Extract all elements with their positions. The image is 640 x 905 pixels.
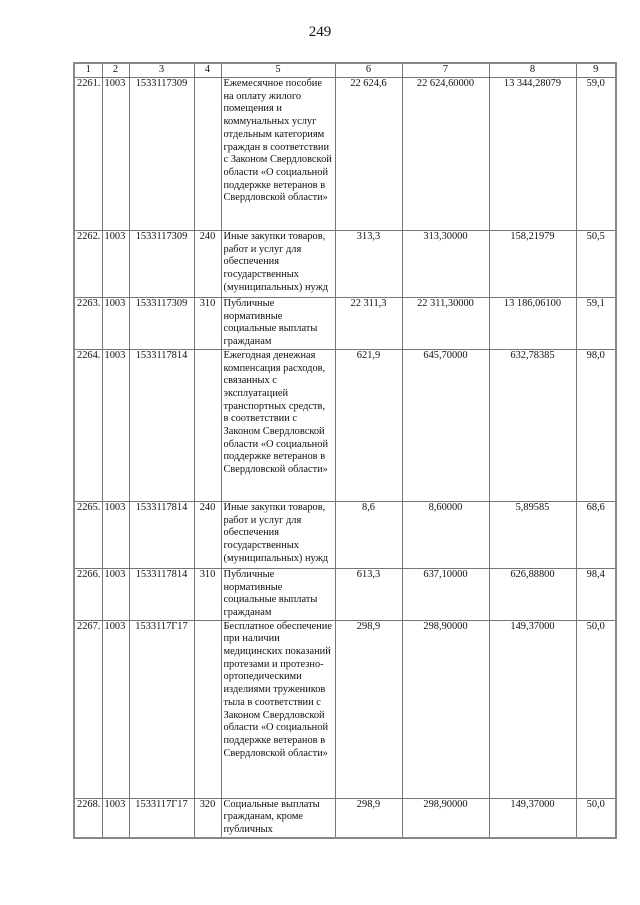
col-8-value: 13 186,06100 [489,298,576,350]
header-col-8: 8 [489,63,576,78]
col-9-percent: 50,0 [576,620,616,798]
col-6-value: 298,9 [335,798,402,838]
table-row [74,78,616,231]
item-name: Социальные выплаты гражданам, кроме публичных [221,798,335,838]
table-row [74,501,616,568]
row-number: 2266. [74,568,102,620]
col-7-value: 298,90000 [402,798,489,838]
col-8-value: 158,21979 [489,231,576,298]
col-9-percent: 98,0 [576,349,616,501]
row-number: 2261. [74,78,102,231]
header-col-6: 6 [335,63,402,78]
item-name: Публичные нормативные социальные выплаты гражданам [221,298,335,350]
col-9-percent: 59,0 [576,78,616,231]
col-8-value: 632,78385 [489,349,576,501]
target-code: 1533117Г17 [129,620,194,798]
col-6-value: 613,3 [335,568,402,620]
expense-type: 240 [194,501,221,568]
row-number: 2268. [74,798,102,838]
target-code: 1533117814 [129,568,194,620]
col-6-value: 8,6 [335,501,402,568]
col-7-value: 22 311,30000 [402,298,489,350]
row-number: 2265. [74,501,102,568]
col-7-value: 637,10000 [402,568,489,620]
budget-table [73,62,617,839]
header-row [74,63,616,78]
col-6-value: 313,3 [335,231,402,298]
col-7-value: 645,70000 [402,349,489,501]
header-col-3: 3 [129,63,194,78]
section-code: 1003 [102,568,129,620]
table-row [74,298,616,350]
row-number: 2267. [74,620,102,798]
expense-type [194,78,221,231]
expense-type: 310 [194,298,221,350]
expense-type: 310 [194,568,221,620]
expense-type [194,349,221,501]
col-6-value: 298,9 [335,620,402,798]
header-col-9: 9 [576,63,616,78]
table-row [74,620,616,798]
table-row [74,568,616,620]
expense-type: 240 [194,231,221,298]
col-9-percent: 98,4 [576,568,616,620]
item-name: Бесплатное обеспечение при наличии медицинских показаний протезами и протезно-ортопедическими изделиями тружеников тыла в соответствии с Законом Свердловской области «О социальной поддержке ветеранов в Свердловской области» [221,620,335,798]
col-9-percent: 50,0 [576,798,616,838]
table-row [74,231,616,298]
item-name: Иные закупки товаров, работ и услуг для обеспечения государственных (муниципальных) нужд [221,501,335,568]
target-code: 1533117309 [129,78,194,231]
item-name: Публичные нормативные социальные выплаты гражданам [221,568,335,620]
col-6-value: 22 624,6 [335,78,402,231]
header-col-4: 4 [194,63,221,78]
section-code: 1003 [102,231,129,298]
col-7-value: 313,30000 [402,231,489,298]
target-code: 1533117814 [129,349,194,501]
row-number: 2262. [74,231,102,298]
header-col-7: 7 [402,63,489,78]
col-8-value: 149,37000 [489,798,576,838]
section-code: 1003 [102,620,129,798]
target-code: 1533117Г17 [129,798,194,838]
col-6-value: 621,9 [335,349,402,501]
col-9-percent: 68,6 [576,501,616,568]
target-code: 1533117814 [129,501,194,568]
table-row [74,798,616,838]
col-8-value: 5,89585 [489,501,576,568]
header-col-1: 1 [74,63,102,78]
col-7-value: 8,60000 [402,501,489,568]
section-code: 1003 [102,349,129,501]
col-7-value: 22 624,60000 [402,78,489,231]
section-code: 1003 [102,78,129,231]
row-number: 2263. [74,298,102,350]
col-8-value: 626,88800 [489,568,576,620]
table-row [74,349,616,501]
expense-type: 320 [194,798,221,838]
item-name: Ежемесячное пособие на оплату жилого помещения и коммунальных услуг отдельным категориям граждан в соответствии с Законом Свердловской области «О социальной поддержке ветеранов в Свердловской области» [221,78,335,231]
section-code: 1003 [102,298,129,350]
expense-type [194,620,221,798]
col-9-percent: 50,5 [576,231,616,298]
col-9-percent: 59,1 [576,298,616,350]
header-col-2: 2 [102,63,129,78]
target-code: 1533117309 [129,231,194,298]
col-8-value: 13 344,28079 [489,78,576,231]
item-name: Иные закупки товаров, работ и услуг для обеспечения государственных (муниципальных) нужд [221,231,335,298]
row-number: 2264. [74,349,102,501]
col-7-value: 298,90000 [402,620,489,798]
section-code: 1003 [102,798,129,838]
section-code: 1003 [102,501,129,568]
col-8-value: 149,37000 [489,620,576,798]
page-number: 249 [308,24,332,40]
header-col-5: 5 [221,63,335,78]
col-6-value: 22 311,3 [335,298,402,350]
item-name: Ежегодная денежная компенсация расходов, связанных с эксплуатацией транспортных средств, в соответствии с Законом Свердловской области «О социальной поддержке ветеранов в Свердловской области» [221,349,335,501]
target-code: 1533117309 [129,298,194,350]
